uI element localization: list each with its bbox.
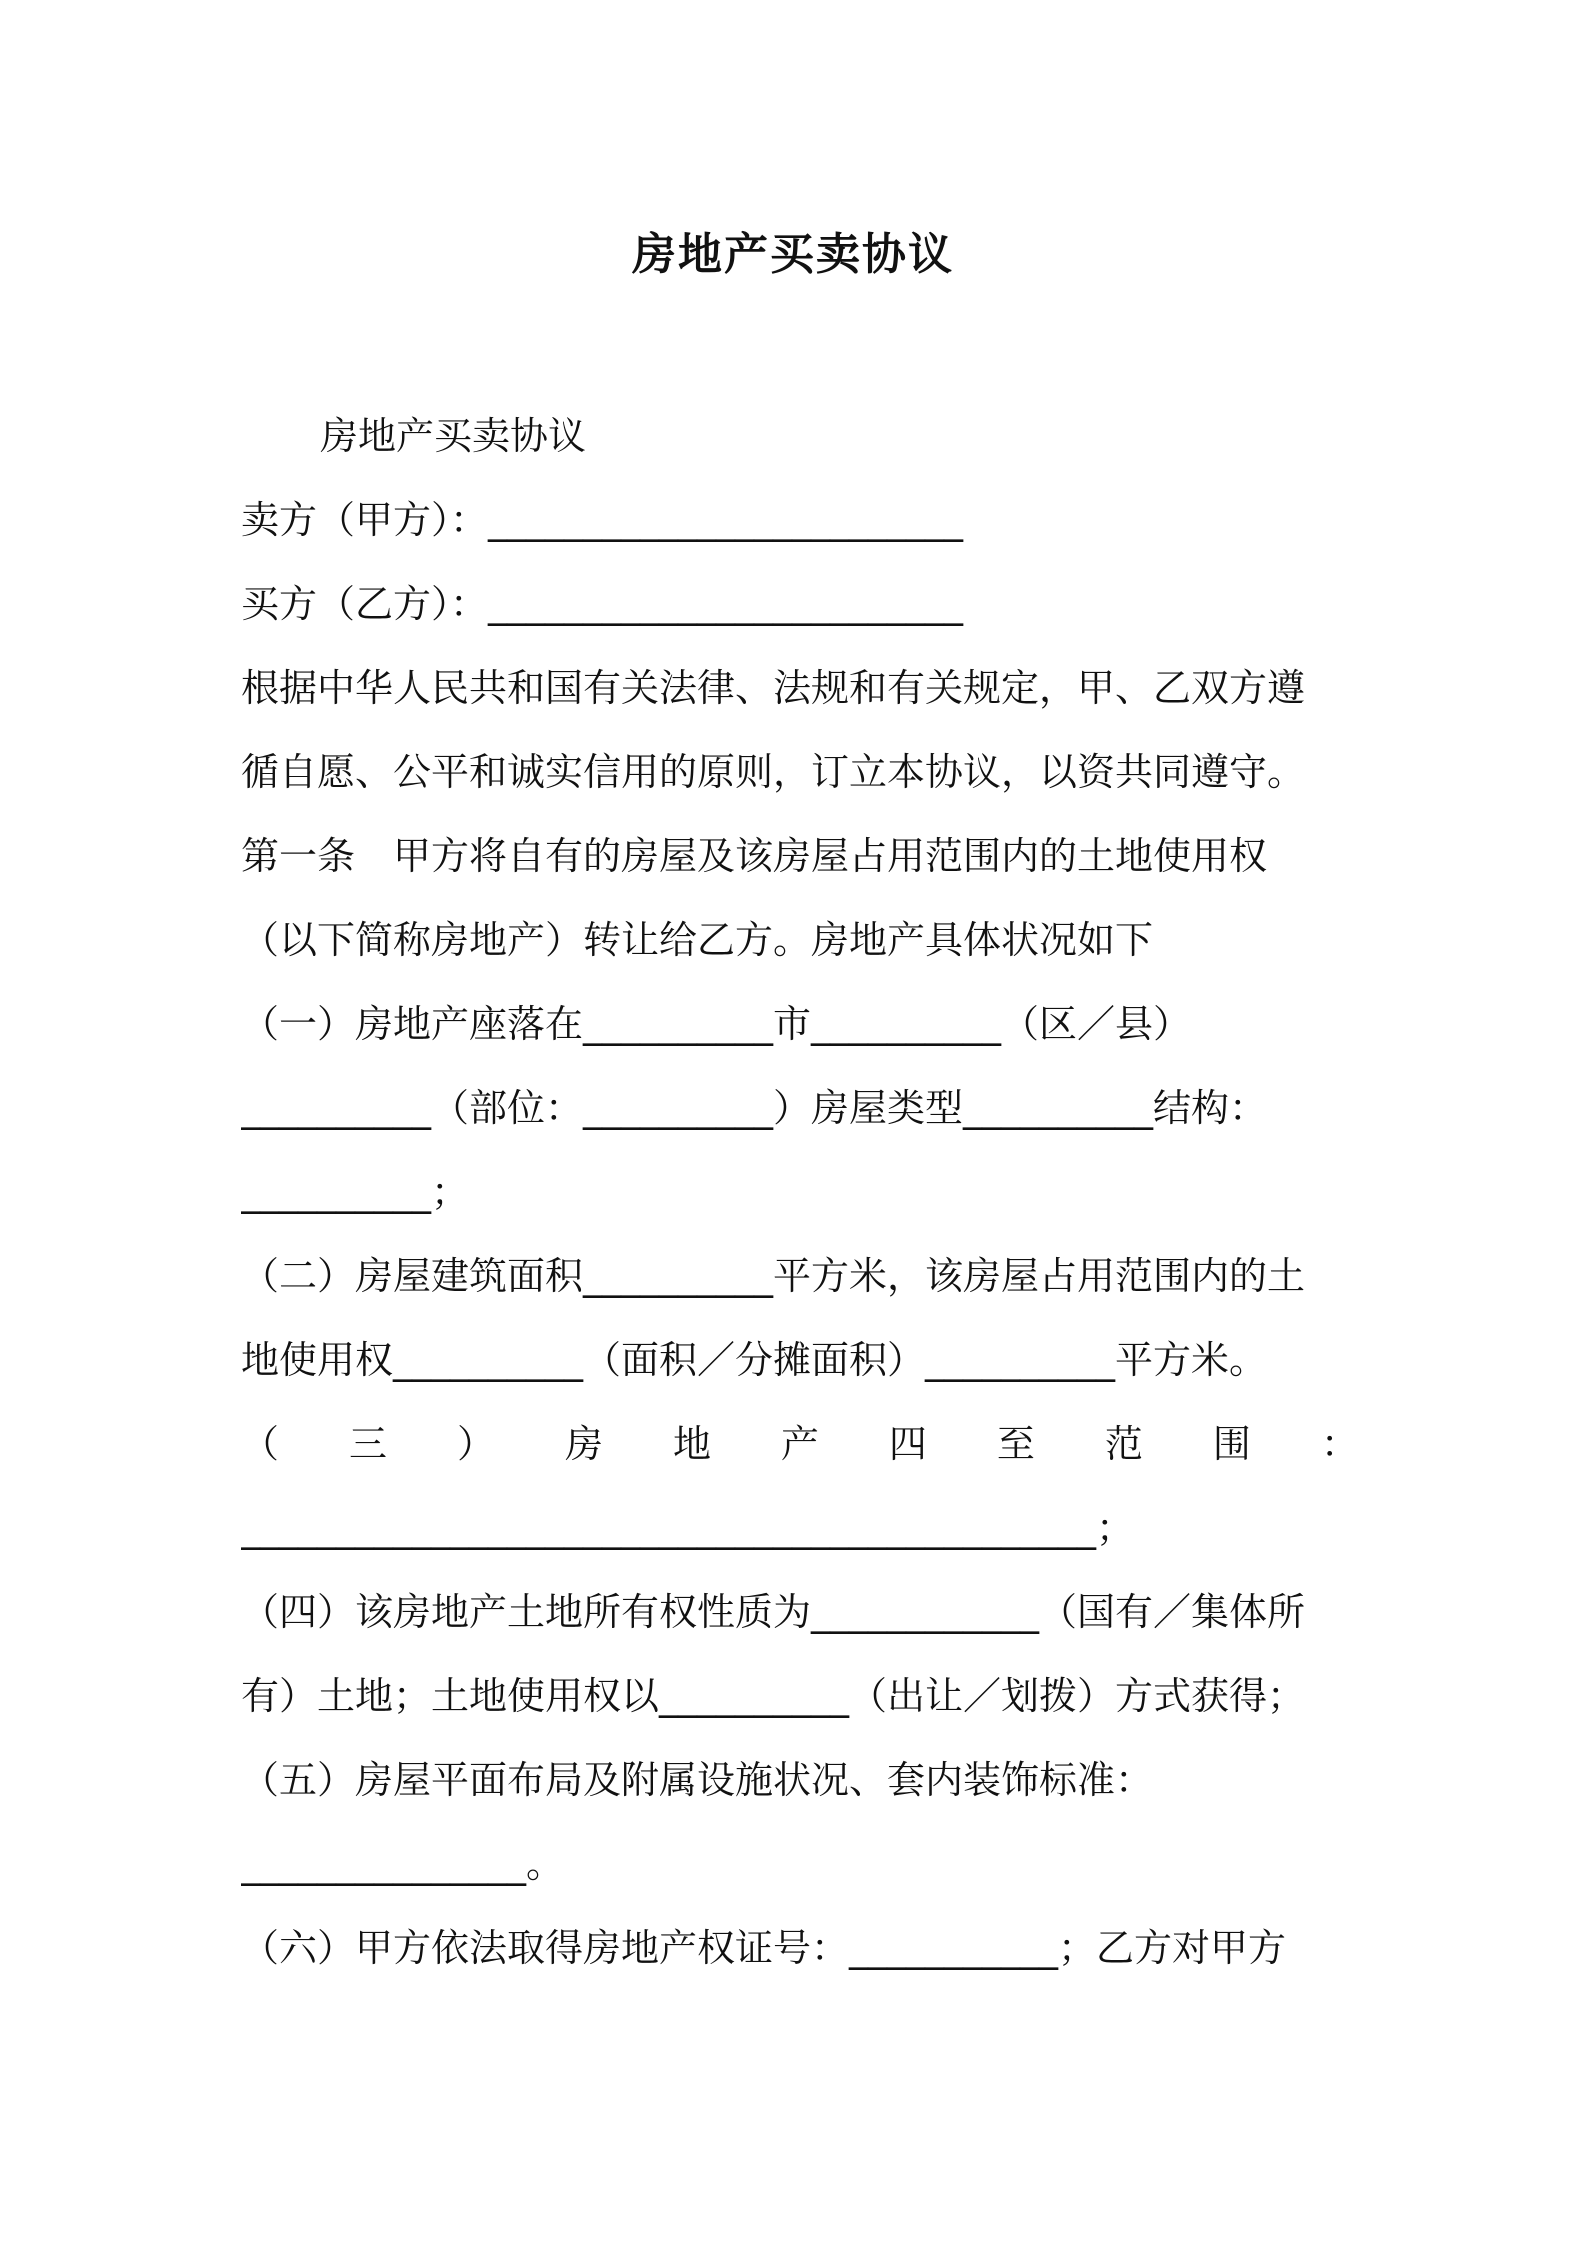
- clause-3-char: 至: [996, 1422, 1035, 1466]
- clause-2-line-2: 地使用权__________（面积／分摊面积）__________平方米。: [241, 1338, 1268, 1382]
- preamble-line-1: 根据中华人民共和国有关法律、法规和有关规定，甲、乙双方遵: [241, 666, 1306, 710]
- subtitle: 房地产买卖协议: [320, 414, 587, 458]
- seller-line: 卖方（甲方）：_________________________: [241, 498, 964, 542]
- clause-6-line-1: （六）甲方依法取得房地产权证号：___________；乙方对甲方: [241, 1926, 1287, 1970]
- page-title: 房地产买卖协议: [632, 229, 954, 280]
- clause-3-char: ）: [456, 1422, 495, 1466]
- clause-3-heading: [241, 1420, 1359, 1468]
- clause-4-line-2: 有）土地；土地使用权以__________（出让／划拨）方式获得；: [241, 1674, 1306, 1718]
- clause-3-char: 范: [1104, 1422, 1143, 1466]
- clause-3-char: ：: [1320, 1422, 1359, 1466]
- clause-5-line-2: _______________。: [241, 1842, 565, 1886]
- clause-3-char: （: [241, 1422, 280, 1466]
- preamble-line-2: 循自愿、公平和诚实信用的原则，订立本协议，以资共同遵守。: [241, 750, 1306, 794]
- buyer-line: 买方（乙方）：_________________________: [241, 582, 964, 626]
- clause-3-char: 地: [672, 1422, 711, 1466]
- clause-3-blank: _____________________________________________；: [241, 1506, 1135, 1550]
- clause-3-char: 房: [564, 1422, 603, 1466]
- article-1-line-1: 第一条 甲方将自有的房屋及该房屋占用范围内的土地使用权: [241, 834, 1268, 878]
- clause-3-char: 围: [1212, 1422, 1251, 1466]
- clause-1-line-1: （一）房地产座落在__________市__________（区／县）: [241, 1002, 1192, 1046]
- clause-3-char: 产: [780, 1422, 819, 1466]
- clause-4-line-1: （四）该房地产土地所有权性质为____________（国有／集体所: [241, 1590, 1306, 1634]
- clause-3-char: 四: [888, 1422, 927, 1466]
- clause-1-line-2: __________（部位：__________）房屋类型__________结构：: [241, 1086, 1268, 1130]
- clause-2-line-1: （二）房屋建筑面积__________平方米，该房屋占用范围内的土: [241, 1254, 1306, 1298]
- clause-3-char: 三: [348, 1422, 387, 1466]
- clause-1-line-3: __________；: [241, 1170, 470, 1214]
- clause-5-line-1: （五）房屋平面布局及附属设施状况、套内装饰标准：: [241, 1758, 1154, 1802]
- article-1-line-2: （以下简称房地产）转让给乙方。房地产具体状况如下: [241, 918, 1154, 962]
